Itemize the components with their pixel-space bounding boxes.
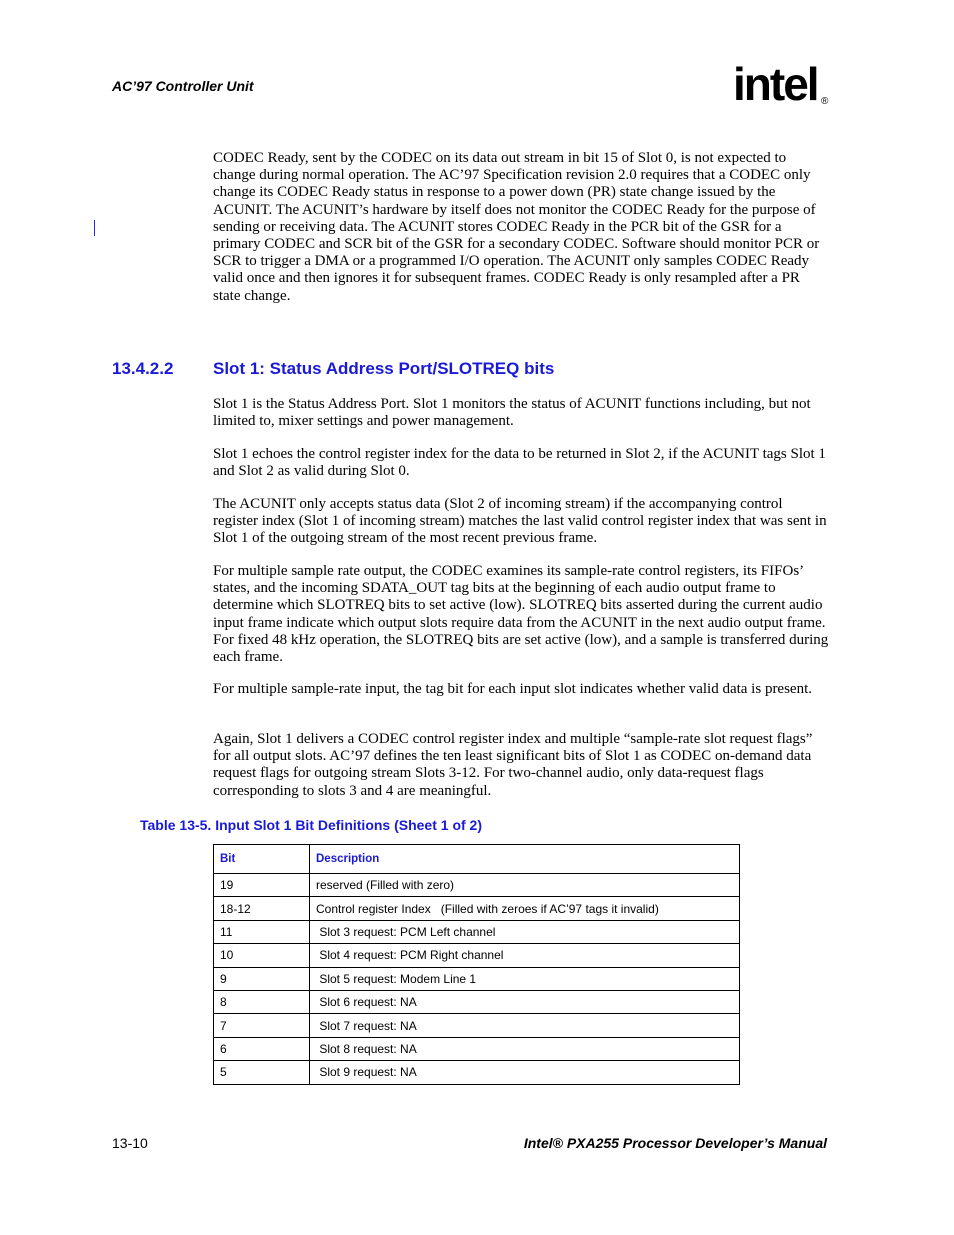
intel-logo — [733, 60, 833, 120]
cell-description: Control register Index (Filled with zeroes if AC’97 tags it invalid) — [310, 897, 740, 920]
cell-bit: 5 — [214, 1061, 310, 1084]
registered-mark: ® — [821, 96, 829, 107]
paragraph-slot1-echo: Slot 1 echoes the control register index for the data to be returned in Slot 2, if the ACUNIT tags Slot 1 and Slot 2 as valid during Slot 0. — [213, 446, 826, 480]
paragraph-codec-ready: CODEC Ready, sent by the CODEC on its data out stream in bit 15 of Slot 0, is not expected to change during normal operation. The AC’97 Specification revision 2.0 requires that a CODEC only change its CODEC Ready status in response to a power down (PR) state change issued by the ACUNIT. The ACUNIT’s hardware by itself does not monitor the CODEC Ready for the purpose of sending or receiving data. The ACUNIT stores CODEC Ready in the PCR bit of the GSR for a primary CODEC and SCR bit of the GSR for a secondary CODEC. Software should monitor PCR or SCR to trigger a DMA or a programmed I/O operation. The ACUNIT only samples CODEC Ready valid once and then ignores it for subsequent frames. CODEC Ready is only resampled after a PR state change. — [213, 150, 820, 304]
manual-title: Intel® PXA255 Processor Developer’s Manual — [523, 1135, 827, 1151]
cell-description: Slot 7 request: NA — [310, 1014, 740, 1037]
table-row — [214, 897, 740, 920]
paragraph-slot1-intro: Slot 1 is the Status Address Port. Slot 1 monitors the status of ACUNIT functions including, but not limited to, mixer settings and power management. — [213, 396, 811, 430]
table-row — [214, 1037, 740, 1060]
cell-description: Slot 3 request: PCM Left channel — [310, 920, 740, 943]
table-caption: Table 13-5. Input Slot 1 Bit Definitions (Sheet 1 of 2) — [140, 817, 482, 833]
paragraph-multi-rate-output: For multiple sample rate output, the CODEC examines its sample-rate control registers, its FIFOs’ states, and the incoming SDATA_OUT tag bits at the beginning of each audio output frame to determine which SLOTREQ bits to set active (low). SLOTREQ bits asserted during the current audio input frame indicate which output slots require data from the ACUNIT in the next audio output frame. For fixed 48 kHz operation, the SLOTREQ bits are set active (low), and a sample is transferred during each frame. — [213, 563, 829, 666]
logo-wordmark: intel — [733, 60, 818, 110]
section-title: Slot 1: Status Address Port/SLOTREQ bits — [213, 359, 555, 378]
header-description: Description — [310, 845, 740, 874]
table-header-row — [214, 845, 740, 874]
cell-bit: 9 — [214, 967, 310, 990]
paragraph-multi-rate-input: For multiple sample-rate input, the tag bit for each input slot indicates whether valid data is present. — [213, 681, 813, 697]
table-row — [214, 920, 740, 943]
paragraph-status-data: The ACUNIT only accepts status data (Slot 2 of incoming stream) if the accompanying control register index (Slot 1 of incoming stream) matches the last valid control register index that was sent in Slot 1 of the outgoing stream of the most recent previous frame. — [213, 496, 827, 547]
cell-bit: 11 — [214, 920, 310, 943]
table-row — [214, 967, 740, 990]
cell-description: Slot 4 request: PCM Right channel — [310, 944, 740, 967]
table-row — [214, 944, 740, 967]
cell-bit: 18-12 — [214, 897, 310, 920]
cell-description: Slot 9 request: NA — [310, 1061, 740, 1084]
cell-description: Slot 8 request: NA — [310, 1037, 740, 1060]
cell-bit: 10 — [214, 944, 310, 967]
table-row — [214, 1014, 740, 1037]
cell-description: Slot 6 request: NA — [310, 990, 740, 1013]
page-number: 13-10 — [112, 1135, 148, 1151]
table-row — [214, 990, 740, 1013]
cell-bit: 7 — [214, 1014, 310, 1037]
running-header-title: AC’97 Controller Unit — [112, 78, 254, 94]
cell-description: reserved (Filled with zero) — [310, 874, 740, 897]
cell-bit: 19 — [214, 874, 310, 897]
bit-definitions-table — [213, 844, 740, 1085]
table-row — [214, 1061, 740, 1084]
paragraph-slot-request-flags: Again, Slot 1 delivers a CODEC control register index and multiple “sample-rate slot request flags” for all output slots. AC’97 defines the ten least significant bits of Slot 1 as CODEC on-demand data request flags for outgoing stream Slots 3-12. For two-channel audio, only data-request flags corresponding to slots 3 and 4 are meaningful. — [213, 731, 813, 799]
header-bit: Bit — [214, 845, 310, 874]
cell-bit: 6 — [214, 1037, 310, 1060]
change-bar — [94, 220, 95, 236]
cell-description: Slot 5 request: Modem Line 1 — [310, 967, 740, 990]
section-number: 13.4.2.2 — [112, 359, 174, 378]
cell-bit: 8 — [214, 990, 310, 1013]
table-row — [214, 874, 740, 897]
